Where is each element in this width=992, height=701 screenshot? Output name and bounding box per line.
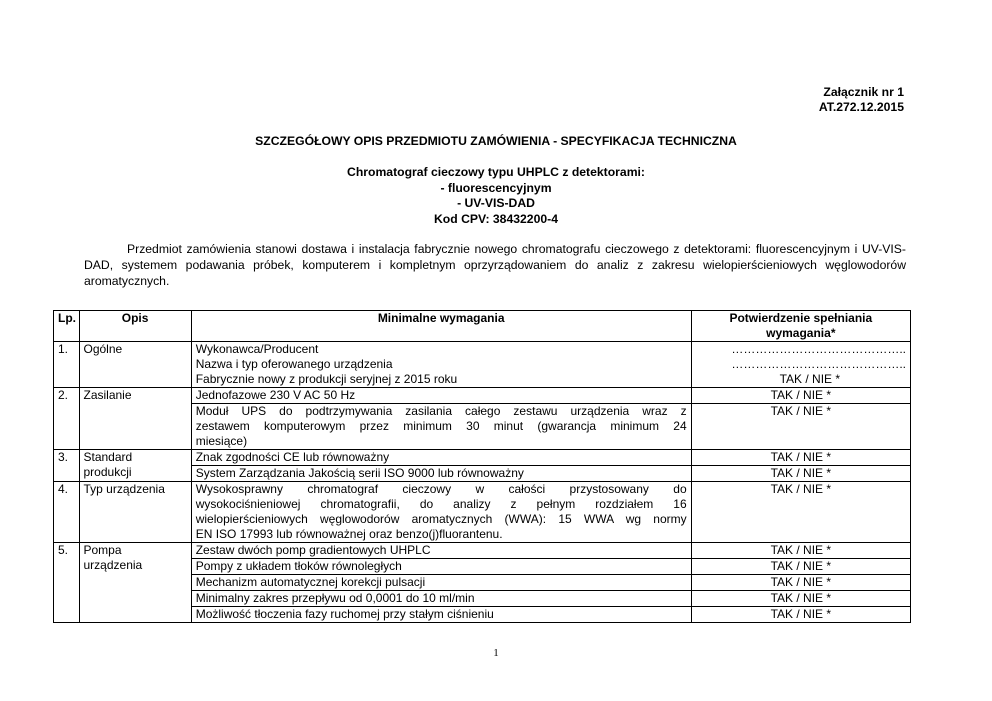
- row-category: [79, 388, 191, 450]
- requirement-text: Pompy z układem tłoków równoległych: [191, 559, 691, 575]
- row-number: [54, 543, 80, 623]
- table-row: [54, 342, 911, 388]
- requirement-text: miesiące): [195, 434, 248, 448]
- header-confirmation: Potwierdzenie spełniania wymagania*: [691, 311, 910, 342]
- requirement-text: System Zarządzania Jakością serii ISO 9000 lub równoważny: [191, 466, 691, 482]
- page-number: 1: [493, 647, 499, 659]
- row-category-text: Typ urządzenia: [83, 482, 165, 496]
- table-row: [54, 543, 911, 559]
- document-subtitle: [0, 165, 992, 227]
- table-row: [54, 388, 911, 404]
- document-title: SZCZEGÓŁOWY OPIS PRZEDMIOTU ZAMÓWIENIA - SPECYFIKACJA TECHNICZNA: [255, 134, 737, 148]
- confirmation-text: TAK / NIE *: [779, 372, 841, 386]
- row-category: [79, 482, 191, 543]
- row-category-text: produkcji: [83, 465, 132, 479]
- confirmation-text: TAK / NIE *: [691, 607, 910, 623]
- row-category: [79, 450, 191, 482]
- row-number-text: 3.: [58, 450, 69, 464]
- requirement-text: zestawem komputerowym przez minimum 30 minut (gwarancja minimum 24: [195, 419, 687, 433]
- fill-in-field: ……………………………………..: [731, 342, 906, 356]
- specification-table: [53, 310, 911, 623]
- row-number-text: 5.: [58, 543, 69, 557]
- header-opis: Opis: [79, 311, 191, 342]
- confirmation-cell: [691, 342, 910, 388]
- requirement-cell: [191, 482, 691, 543]
- table-header-row: [54, 311, 911, 342]
- confirmation-text: TAK / NIE *: [691, 482, 910, 543]
- requirement-text: Znak zgodności CE lub równoważny: [191, 450, 691, 466]
- requirement-text: wysokociśnieniowej chromatografii, do analizy z pełnym rozdziałem 16: [195, 497, 687, 511]
- header-lp: Lp.: [54, 311, 80, 342]
- requirement-text: Moduł UPS do podtrzymywania zasilania całego zestawu urządzenia wraz z: [195, 404, 687, 418]
- subtitle-line-3: - UV-VIS-DAD: [457, 196, 535, 210]
- intro-paragraph: Przedmiot zamówienia stanowi dostawa i instalacja fabrycznie nowego chromatografu cieczowego z detektorami: fluorescencyjnym i UV-VIS-DAD, systemem podawania próbek, komputerem i kompletnym oprzyrządowaniem do analiz z zakresu wielopierścieniowych węglowodorów aromatycznych.: [84, 242, 906, 288]
- row-category-text: Ogólne: [83, 342, 123, 356]
- requirement-text: Minimalny zakres przepływu od 0,0001 do 10 ml/min: [191, 591, 691, 607]
- requirement-text: Wykonawca/Producent: [195, 342, 319, 356]
- requirement-text: Fabrycznie nowy z produkcji seryjnej z 2015 roku: [195, 372, 458, 386]
- row-category-text: Zasilanie: [83, 388, 132, 402]
- subtitle-line-1: Chromatograf cieczowy typu UHPLC z detektorami:: [347, 165, 645, 179]
- table-row: [54, 450, 911, 466]
- requirement-text: Zestaw dwóch pomp gradientowych UHPLC: [191, 543, 691, 559]
- row-number-text: 2.: [58, 388, 69, 402]
- table-row: [54, 482, 911, 543]
- confirmation-text: TAK / NIE *: [691, 466, 910, 482]
- row-category-text: urządzenia: [83, 558, 143, 572]
- row-category-text: Standard: [83, 450, 133, 464]
- requirement-text: Wysokosprawny chromatograf cieczowy w całości przystosowany do: [195, 482, 687, 496]
- annex-number: Załącznik nr 1: [823, 85, 904, 99]
- row-number: [54, 342, 80, 388]
- requirement-text: Mechanizm automatycznej korekcji pulsacji: [191, 575, 691, 591]
- row-number-text: 1.: [58, 342, 69, 356]
- requirement-text: wielopierścieniowych węglowodorów aromatycznych (WWA): 15 WWA wg normy: [195, 512, 687, 526]
- header-requirements: Minimalne wymagania: [191, 311, 691, 342]
- row-category: [79, 543, 191, 623]
- confirmation-text: TAK / NIE *: [691, 543, 910, 559]
- confirmation-text: TAK / NIE *: [691, 404, 910, 450]
- requirement-text: Jednofazowe 230 V AC 50 Hz: [191, 388, 691, 404]
- fill-in-field: ……………………………………..: [731, 357, 906, 371]
- requirement-text: EN ISO 17993 lub równoważnej oraz benzo(j)fluorantenu.: [195, 527, 503, 541]
- confirmation-text: TAK / NIE *: [691, 450, 910, 466]
- row-number: [54, 388, 80, 450]
- row-category-text: Pompa: [83, 543, 122, 557]
- confirmation-text: TAK / NIE *: [691, 559, 910, 575]
- subtitle-line-2: - fluorescencyjnym: [440, 180, 552, 195]
- case-number: AT.272.12.2015: [818, 100, 904, 114]
- row-number: [54, 482, 80, 543]
- row-number-text: 4.: [58, 482, 69, 496]
- requirement-cell: [191, 404, 691, 450]
- cpv-code: Kod CPV: 38432200-4: [434, 211, 558, 226]
- confirmation-text: TAK / NIE *: [691, 591, 910, 607]
- confirmation-text: TAK / NIE *: [691, 388, 910, 404]
- annex-reference: [819, 85, 904, 115]
- requirement-text: Nazwa i typ oferowanego urządzenia: [195, 357, 393, 371]
- confirmation-text: TAK / NIE *: [691, 575, 910, 591]
- row-number: [54, 450, 80, 482]
- requirement-text: Możliwość tłoczenia fazy ruchomej przy stałym ciśnieniu: [191, 607, 691, 623]
- requirement-cell: [191, 342, 691, 388]
- row-category: [79, 342, 191, 388]
